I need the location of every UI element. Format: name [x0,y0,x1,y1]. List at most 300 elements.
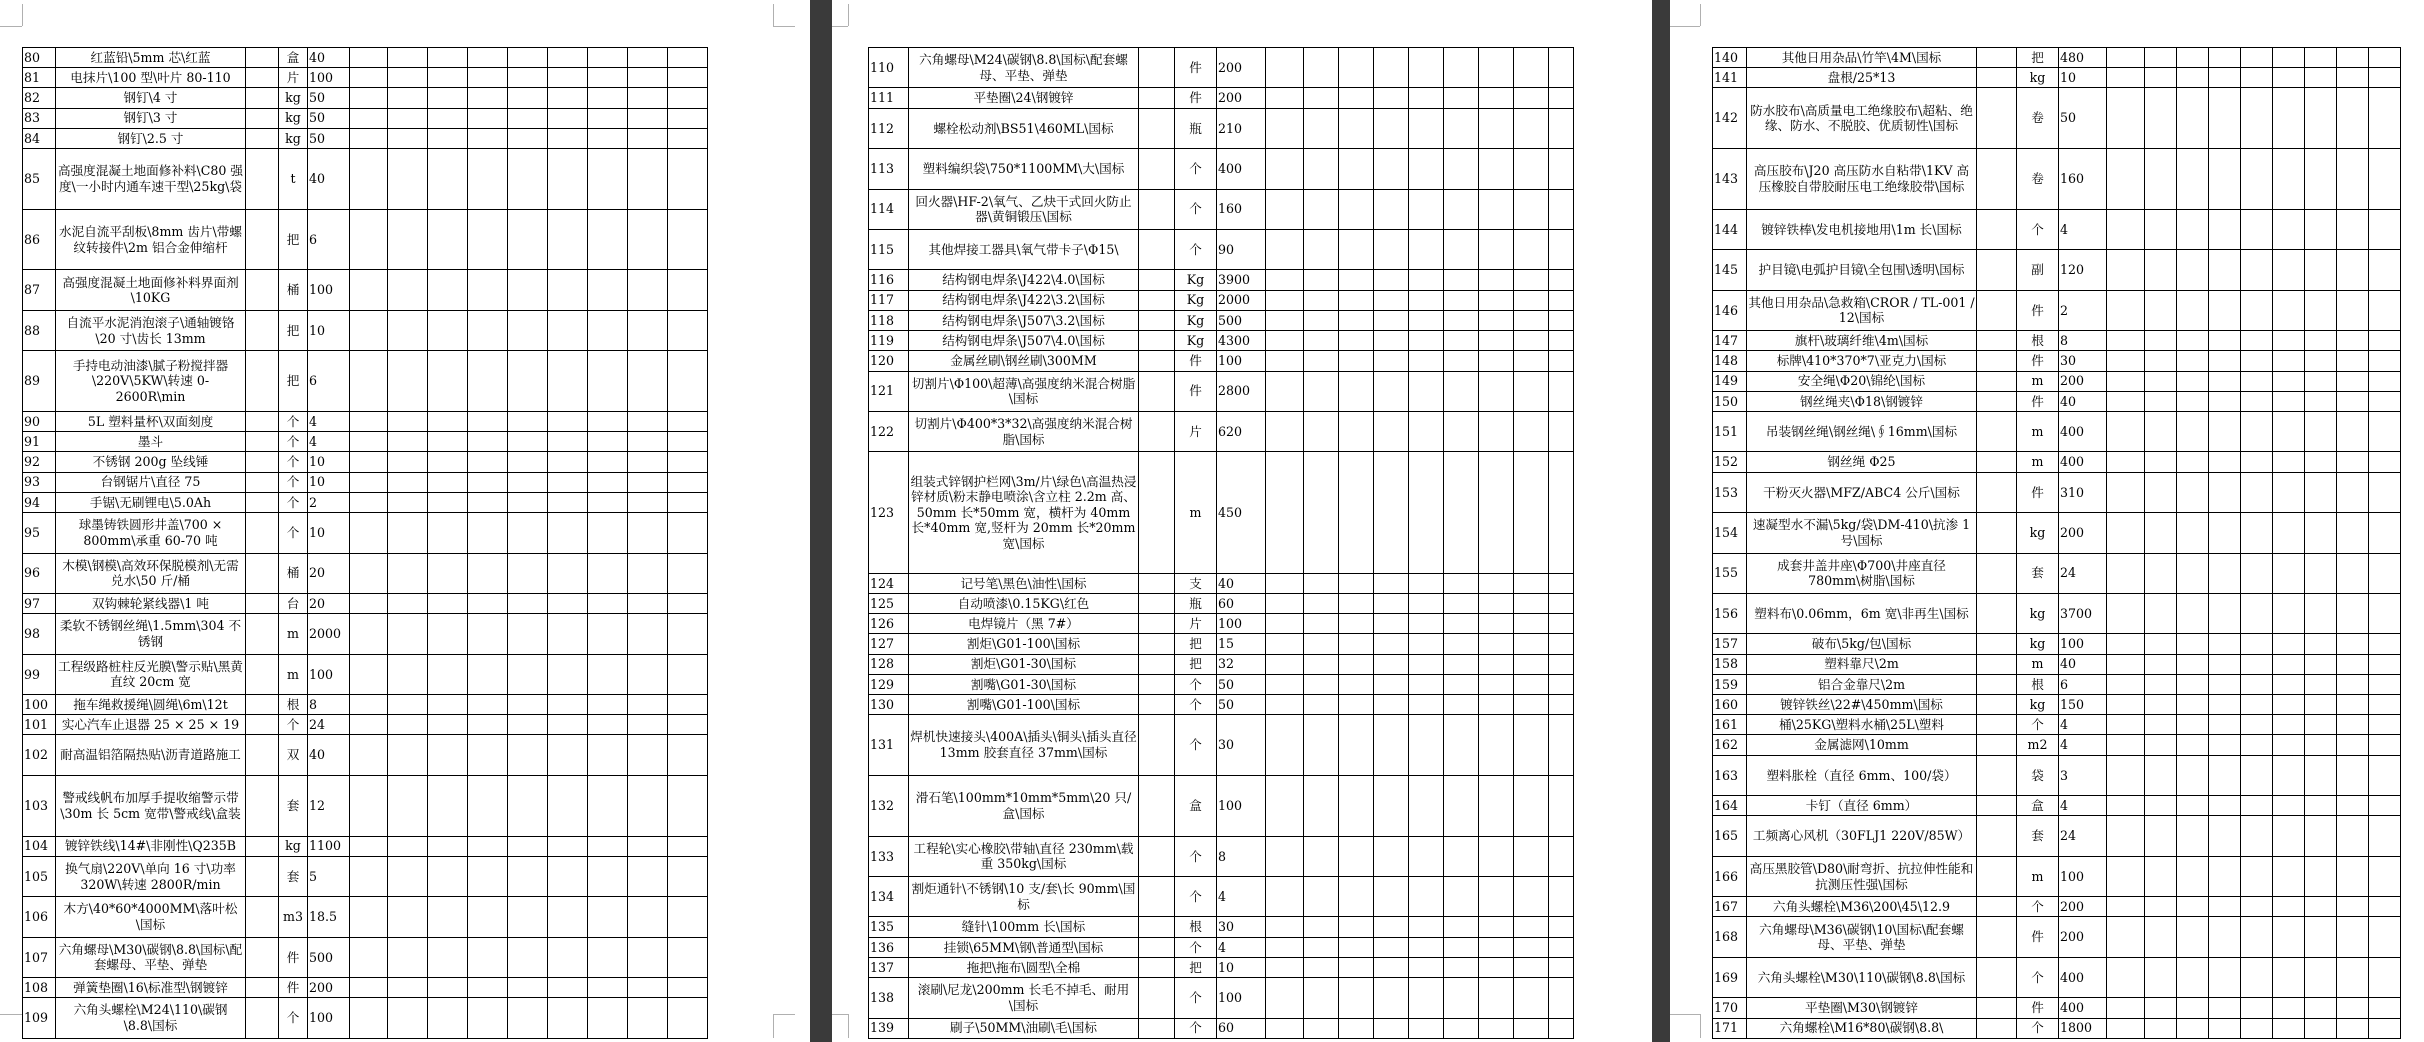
blank-cell [2337,816,2369,856]
blank-cell [2241,68,2273,88]
blank-cell [1374,331,1409,351]
item-unit: m2 [2017,735,2059,755]
blank-cell [1139,634,1175,654]
blank-cell [2107,654,2145,674]
blank-cell [508,432,548,452]
blank-cell [1304,573,1339,593]
blank-cell [1409,351,1444,371]
blank-cell [1304,937,1339,957]
blank-cell [628,593,668,613]
blank-cell [246,452,279,472]
item-name: 台钢锯片\直径 75 [56,472,246,492]
table-row [1713,209,2401,249]
blank-cell [468,411,508,431]
item-name: 六角螺母\M36\碳钢\10\国标\配套螺母、平垫、弹垫 [1747,917,1977,957]
table-row [869,654,1574,674]
blank-cell [588,452,628,472]
blank-cell [2241,250,2273,290]
table-row [23,452,708,472]
table-row [869,957,1574,977]
blank-cell [2209,48,2241,68]
item-quantity: 200 [2059,513,2107,553]
blank-cell [2305,371,2337,391]
blank-cell [468,108,508,128]
blank-cell [2145,371,2177,391]
blank-cell [1304,411,1339,451]
item-name: 工程级路桩柱反光膜\警示贴\黑黄直纹 20cm 宽 [56,654,246,694]
blank-cell [588,836,628,856]
blank-cell [388,48,428,68]
table-row [869,634,1574,654]
blank-cell [588,88,628,108]
item-quantity: 24 [2059,816,2107,856]
item-number: 105 [23,856,56,896]
item-number: 123 [869,452,909,573]
blank-cell [1304,88,1339,108]
blank-cell [2145,957,2177,997]
blank-cell [2177,695,2209,715]
item-quantity: 10 [308,310,350,350]
blank-cell [2305,290,2337,330]
blank-cell [2209,371,2241,391]
blank-cell [2369,351,2401,371]
table-row [869,48,1574,88]
blank-cell [2337,897,2369,917]
blank-cell [1549,351,1574,371]
item-number: 160 [1713,695,1747,715]
blank-cell [468,149,508,210]
blank-cell [2369,68,2401,88]
blank-cell [548,553,588,593]
blank-cell [2209,957,2241,997]
blank-cell [1479,917,1514,937]
blank-cell [2337,351,2369,371]
item-name: 桶\25KG\塑料水桶\25L\塑料 [1747,715,1977,735]
item-name: 缝针\100mm 长\国标 [909,917,1139,937]
item-name: 塑料编织袋\750*1100MM\大\国标 [909,149,1139,189]
blank-cell [2337,209,2369,249]
blank-cell [1139,593,1175,613]
blank-cell [588,513,628,553]
blank-cell [2305,796,2337,816]
blank-cell [508,978,548,998]
item-name: 平垫圈\M30\钢镀锌 [1747,998,1977,1018]
item-quantity: 40 [2059,654,2107,674]
blank-cell [388,836,428,856]
item-unit: 根 [279,695,308,715]
item-unit: m [2017,411,2059,451]
blank-cell [2273,68,2305,88]
item-name: 电抹片\100 型\叶片 80-110 [56,68,246,88]
blank-cell [1266,593,1304,613]
blank-cell [2107,513,2145,553]
blank-cell [428,614,468,654]
blank-cell [2241,411,2273,451]
blank-cell [548,432,588,452]
item-name: 标牌\410*370*7\亚克力\国标 [1747,351,1977,371]
blank-cell [1549,674,1574,694]
blank-cell [2337,452,2369,472]
blank-cell [2369,796,2401,816]
table-row [23,68,708,88]
blank-cell [350,310,388,350]
item-name: 其他日用杂品\急救箱\CROR / TL-001 / 12\国标 [1747,290,1977,330]
blank-cell [428,998,468,1038]
blank-cell [588,128,628,148]
blank-cell [1514,957,1549,977]
blank-cell [2177,755,2209,795]
blank-cell [1549,836,1574,876]
blank-cell [2241,755,2273,795]
blank-cell [1444,614,1479,634]
blank-cell [2209,897,2241,917]
blank-cell [2369,856,2401,896]
blank-cell [1304,1018,1339,1038]
item-quantity: 40 [1217,573,1266,593]
item-quantity: 50 [308,108,350,128]
blank-cell [2305,957,2337,997]
blank-cell [1444,917,1479,937]
blank-cell [2273,695,2305,715]
blank-cell [1977,1018,2017,1038]
item-name: 钢丝绳 Φ25 [1747,452,1977,472]
blank-cell [2305,88,2337,149]
item-unit: 套 [2017,553,2059,593]
item-number: 156 [1713,593,1747,633]
blank-cell [1549,978,1574,1018]
blank-cell [1479,331,1514,351]
blank-cell [2145,998,2177,1018]
blank-cell [2369,1018,2401,1038]
table-row [869,270,1574,290]
blank-cell [2337,856,2369,896]
item-quantity: 400 [2059,411,2107,451]
item-quantity: 160 [1217,189,1266,229]
item-number: 99 [23,654,56,694]
blank-cell [588,472,628,492]
blank-cell [1409,310,1444,330]
blank-cell [588,432,628,452]
blank-cell [1514,614,1549,634]
blank-cell [2209,856,2241,896]
blank-cell [1977,796,2017,816]
blank-cell [1139,189,1175,229]
blank-cell [2145,755,2177,795]
item-quantity: 30 [1217,917,1266,937]
blank-cell [1374,917,1409,937]
blank-cell [388,695,428,715]
blank-cell [508,654,548,694]
blank-cell [1409,978,1444,1018]
item-quantity: 24 [308,715,350,735]
blank-cell [388,351,428,412]
item-number: 116 [869,270,909,290]
item-quantity: 20 [308,553,350,593]
item-quantity: 400 [2059,452,2107,472]
blank-cell [628,432,668,452]
blank-cell [1444,674,1479,694]
blank-cell [508,856,548,896]
item-quantity: 100 [1217,775,1266,836]
item-number: 146 [1713,290,1747,330]
blank-cell [588,735,628,775]
item-number: 104 [23,836,56,856]
table-row [1713,998,2401,1018]
blank-cell [1409,371,1444,411]
blank-cell [1374,229,1409,269]
blank-cell [246,614,279,654]
item-quantity: 90 [1217,229,1266,269]
item-unit: kg [279,128,308,148]
blank-cell [1409,836,1444,876]
blank-cell [1339,654,1374,674]
blank-cell [1549,695,1574,715]
blank-cell [2209,411,2241,451]
blank-cell [428,593,468,613]
item-quantity: 120 [2059,250,2107,290]
item-quantity: 160 [2059,149,2107,210]
blank-cell [1444,836,1479,876]
blank-cell [1514,634,1549,654]
blank-cell [1549,452,1574,573]
item-name: 割炬\G01-100\国标 [909,634,1139,654]
blank-cell [1514,189,1549,229]
blank-cell [1977,755,2017,795]
item-unit: 卷 [2017,149,2059,210]
blank-cell [2209,715,2241,735]
item-name: 割嘴\G01-100\国标 [909,695,1139,715]
blank-cell [468,351,508,412]
item-quantity: 4 [2059,715,2107,735]
blank-cell [2177,411,2209,451]
blank-cell [2337,755,2369,795]
table-row [23,654,708,694]
blank-cell [2107,88,2145,149]
item-unit: 个 [279,492,308,512]
item-name: 高强度混凝土地面修补料界面剂\10KG [56,270,246,310]
blank-cell [2209,553,2241,593]
blank-cell [1374,371,1409,411]
item-number: 155 [1713,553,1747,593]
blank-cell [1479,310,1514,330]
blank-cell [2273,411,2305,451]
blank-cell [668,856,708,896]
blank-cell [388,149,428,210]
item-number: 84 [23,128,56,148]
blank-cell [1266,189,1304,229]
blank-cell [1977,654,2017,674]
item-unit: kg [279,836,308,856]
blank-cell [468,48,508,68]
blank-cell [428,48,468,68]
table-row [1713,411,2401,451]
blank-cell [2177,735,2209,755]
item-unit: 个 [1175,674,1217,694]
item-number: 161 [1713,715,1747,735]
item-quantity: 200 [2059,371,2107,391]
blank-cell [2241,209,2273,249]
blank-cell [1444,452,1479,573]
blank-cell [2305,755,2337,795]
item-number: 135 [869,917,909,937]
item-number: 113 [869,149,909,189]
item-name: 六角螺母\M30\碳钢\8.8\国标\配套螺母、平垫、弹垫 [56,937,246,977]
blank-cell [2209,593,2241,633]
item-unit: 个 [2017,957,2059,997]
blank-cell [508,836,548,856]
item-number: 165 [1713,816,1747,856]
item-unit: 把 [1175,654,1217,674]
item-name: 六角螺栓\M16*80\碳钢\8.8\ [1747,1018,1977,1038]
blank-cell [468,614,508,654]
blank-cell [1479,229,1514,269]
blank-cell [2241,290,2273,330]
blank-cell [1479,836,1514,876]
blank-cell [1304,654,1339,674]
blank-cell [1514,654,1549,674]
blank-cell [548,209,588,270]
item-name: 干粉灭火器\MFZ/ABC4 公斤\国标 [1747,472,1977,512]
blank-cell [1304,957,1339,977]
item-name: 六角头螺栓\M36\200\45\12.9 [1747,897,1977,917]
blank-cell [1977,472,2017,512]
blank-cell [1514,715,1549,776]
blank-cell [2177,1018,2209,1038]
table-row [23,513,708,553]
blank-cell [388,937,428,977]
blank-cell [2337,391,2369,411]
table-row [1713,391,2401,411]
blank-cell [428,432,468,452]
blank-cell [2177,472,2209,512]
blank-cell [628,513,668,553]
item-name: 高强度混凝土地面修补料\C80 强度\一小时内通车速干型\25kg\袋 [56,149,246,210]
blank-cell [2145,452,2177,472]
blank-cell [2209,351,2241,371]
blank-cell [668,735,708,775]
item-number: 154 [1713,513,1747,553]
blank-cell [1444,149,1479,189]
item-name: 卡钉（直径 6mm） [1747,796,1977,816]
table-row [869,229,1574,269]
blank-cell [2369,371,2401,391]
item-number: 86 [23,209,56,270]
blank-cell [1549,189,1574,229]
item-quantity: 30 [1217,715,1266,776]
blank-cell [588,695,628,715]
item-unit: m [279,654,308,694]
item-unit: 件 [2017,472,2059,512]
blank-cell [668,937,708,977]
blank-cell [1409,573,1444,593]
item-unit: 片 [279,68,308,88]
blank-cell [2241,1018,2273,1038]
item-unit: 件 [2017,351,2059,371]
blank-cell [1977,998,2017,1018]
blank-cell [350,48,388,68]
table-row [23,48,708,68]
item-quantity: 50 [1217,695,1266,715]
blank-cell [2145,735,2177,755]
blank-cell [2305,331,2337,351]
blank-cell [2107,856,2145,896]
item-quantity: 200 [1217,88,1266,108]
blank-cell [628,614,668,654]
blank-cell [1266,290,1304,310]
blank-cell [508,270,548,310]
blank-cell [1479,48,1514,88]
blank-cell [2337,472,2369,512]
blank-cell [2241,917,2273,957]
blank-cell [1304,290,1339,310]
blank-cell [2337,553,2369,593]
blank-cell [1304,775,1339,836]
blank-cell [1444,957,1479,977]
item-name: 自流平水泥消泡滚子\通轴镀铬\20 寸\齿长 13mm [56,310,246,350]
blank-cell [1514,351,1549,371]
blank-cell [468,775,508,836]
blank-cell [548,149,588,210]
table-row [1713,917,2401,957]
blank-cell [1977,674,2017,694]
blank-cell [1514,149,1549,189]
blank-cell [2369,654,2401,674]
item-number: 147 [1713,331,1747,351]
blank-cell [588,937,628,977]
item-unit: 件 [2017,290,2059,330]
blank-cell [2145,856,2177,896]
item-unit: 件 [2017,391,2059,411]
item-number: 163 [1713,755,1747,795]
blank-cell [2273,452,2305,472]
item-name: 不锈钢 200g 坠线锤 [56,452,246,472]
blank-cell [668,897,708,937]
blank-cell [2177,88,2209,149]
blank-cell [1514,836,1549,876]
blank-cell [246,836,279,856]
blank-cell [1339,331,1374,351]
item-name: 六角头螺栓\M24\110\碳钢\8.8\国标 [56,998,246,1038]
blank-cell [508,149,548,210]
blank-cell [1479,715,1514,776]
item-name: 实心汽车止退器 25 × 25 × 19 [56,715,246,735]
blank-cell [2369,897,2401,917]
item-number: 131 [869,715,909,776]
blank-cell [2369,593,2401,633]
blank-cell [1374,290,1409,310]
blank-cell [246,48,279,68]
blank-cell [1514,310,1549,330]
blank-cell [508,351,548,412]
blank-cell [668,593,708,613]
item-quantity: 310 [2059,472,2107,512]
item-unit: 个 [1175,715,1217,776]
blank-cell [1139,149,1175,189]
blank-cell [2273,351,2305,371]
blank-cell [1374,149,1409,189]
blank-cell [1304,695,1339,715]
blank-cell [628,351,668,412]
blank-cell [1514,229,1549,269]
blank-cell [1339,836,1374,876]
blank-cell [1444,1018,1479,1038]
blank-cell [2369,816,2401,856]
item-name: 刷子\50MM\油刷\毛\国标 [909,1018,1139,1038]
blank-cell [1444,877,1479,917]
item-number: 82 [23,88,56,108]
table-row [1713,816,2401,856]
blank-cell [1444,290,1479,310]
